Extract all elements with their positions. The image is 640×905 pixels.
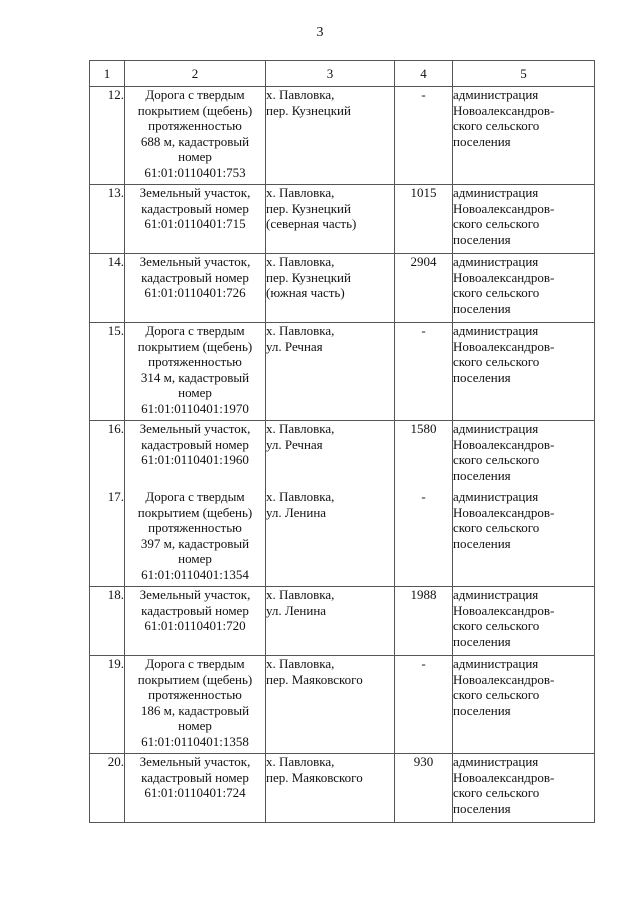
row-number-cell: 16. xyxy=(90,421,125,490)
owner-line: Новоалександров- xyxy=(453,338,555,354)
table-row xyxy=(90,489,595,587)
description-line: кадастровый номер xyxy=(141,200,249,216)
description-line: кадастровый номер xyxy=(141,769,249,785)
address-line: пер. Кузнецкий xyxy=(266,200,351,216)
owner-cell xyxy=(453,254,595,323)
address-line: х. Павловка, xyxy=(266,87,335,102)
address-line: (северная часть) xyxy=(266,216,357,231)
description-line: Дорога с твердым xyxy=(145,489,245,504)
address-line: пер. Кузнецкий xyxy=(266,269,351,285)
table-row xyxy=(90,587,595,656)
area-cell: 1988 xyxy=(395,587,453,656)
description-line: 61:01:0110401:724 xyxy=(144,785,246,800)
address-cell xyxy=(266,754,395,823)
description-line: номер xyxy=(178,718,212,733)
description-line: 61:01:0110401:715 xyxy=(144,216,246,231)
description-line: кадастровый номер xyxy=(141,269,249,285)
description-line: Дорога с твердым xyxy=(145,656,245,671)
description-line: покрытием (щебень) xyxy=(137,671,253,687)
table-row xyxy=(90,185,595,254)
row-number-cell: 13. xyxy=(90,185,125,254)
address-cell xyxy=(266,185,395,254)
description-line: протяженностью xyxy=(148,118,242,133)
area-cell: - xyxy=(395,656,453,754)
owner-line: ского сельского xyxy=(453,687,540,702)
description-line: Земельный участок, xyxy=(139,421,251,436)
row-number-cell: 18. xyxy=(90,587,125,656)
owner-line: администрация xyxy=(453,87,539,102)
owner-line: администрация xyxy=(453,587,539,602)
owner-cell xyxy=(453,656,595,754)
address-line: пер. Маяковского xyxy=(266,671,363,687)
column-header: 1 xyxy=(90,61,125,87)
owner-line: администрация xyxy=(453,754,539,769)
description-line: 61:01:0110401:726 xyxy=(144,285,246,300)
description-line: 61:01:0110401:720 xyxy=(144,618,246,633)
table-header-row xyxy=(90,61,595,87)
owner-line: Новоалександров- xyxy=(453,769,555,785)
description-line: 61:01:0110401:1960 xyxy=(141,452,249,467)
owner-cell xyxy=(453,754,595,823)
owner-line: ского сельского xyxy=(453,785,540,800)
area-cell: 1015 xyxy=(395,185,453,254)
description-line: 61:01:0110401:1970 xyxy=(141,400,249,416)
column-header: 4 xyxy=(395,61,453,87)
area-cell: 1580 xyxy=(395,421,453,490)
owner-cell xyxy=(453,489,595,587)
description-cell xyxy=(125,656,266,754)
address-line: х. Павловка, xyxy=(266,323,335,338)
owner-line: Новоалександров- xyxy=(453,602,555,618)
address-cell xyxy=(266,323,395,421)
area-cell: - xyxy=(395,323,453,421)
owner-line: ского сельского xyxy=(453,618,540,633)
owner-line: ского сельского xyxy=(453,285,540,300)
owner-cell xyxy=(453,323,595,421)
table-row xyxy=(90,323,595,421)
owner-line: администрация xyxy=(453,656,539,671)
owner-line: администрация xyxy=(453,254,539,269)
address-line: х. Павловка, xyxy=(266,656,335,671)
owner-line: поселения xyxy=(453,800,511,816)
description-cell xyxy=(125,87,266,185)
owner-line: ского сельского xyxy=(453,452,540,467)
table-row xyxy=(90,754,595,823)
description-cell xyxy=(125,754,266,823)
row-number-cell: 19. xyxy=(90,656,125,754)
description-line: 61:01:0110401:1358 xyxy=(141,733,249,749)
owner-line: Новоалександров- xyxy=(453,102,555,118)
owner-cell xyxy=(453,587,595,656)
owner-line: Новоалександров- xyxy=(453,671,555,687)
column-header: 2 xyxy=(125,61,266,87)
address-cell xyxy=(266,254,395,323)
page-number: 3 xyxy=(316,25,324,40)
row-number-cell: 17. xyxy=(90,489,125,587)
description-cell xyxy=(125,185,266,254)
description-line: номер xyxy=(178,385,212,400)
owner-line: Новоалександров- xyxy=(453,504,555,520)
address-line: х. Павловка, xyxy=(266,421,335,436)
description-line: Дорога с твердым xyxy=(145,323,245,338)
description-line: 186 м, кадастровый xyxy=(140,702,250,718)
address-line: ул. Ленина xyxy=(266,504,327,520)
area-cell: 2904 xyxy=(395,254,453,323)
owner-line: ского сельского xyxy=(453,520,540,535)
owner-line: поселения xyxy=(453,231,511,247)
area-cell: - xyxy=(395,489,453,587)
row-number-cell: 14. xyxy=(90,254,125,323)
description-line: Земельный участок, xyxy=(139,587,251,602)
row-number-cell: 15. xyxy=(90,323,125,421)
description-line: 397 м, кадастровый xyxy=(140,535,250,551)
owner-line: ского сельского xyxy=(453,216,540,231)
address-line: ул. Ленина xyxy=(266,602,327,618)
address-line: пер. Маяковского xyxy=(266,769,363,785)
owner-cell xyxy=(453,185,595,254)
description-line: покрытием (щебень) xyxy=(137,338,253,354)
row-number-cell: 20. xyxy=(90,754,125,823)
owner-line: администрация xyxy=(453,323,539,338)
description-cell xyxy=(125,489,266,587)
table-row xyxy=(90,421,595,490)
description-line: 61:01:0110401:753 xyxy=(144,164,246,180)
description-line: протяженностью xyxy=(148,354,242,369)
owner-line: поселения xyxy=(453,133,511,149)
table-row xyxy=(90,254,595,323)
address-line: (южная часть) xyxy=(266,285,345,300)
owner-line: поселения xyxy=(453,369,511,385)
row-number-cell: 12. xyxy=(90,87,125,185)
address-cell xyxy=(266,489,395,587)
address-cell xyxy=(266,87,395,185)
column-header: 3 xyxy=(266,61,395,87)
address-line: ул. Речная xyxy=(266,338,323,354)
owner-cell xyxy=(453,421,595,490)
description-line: кадастровый номер xyxy=(141,602,249,618)
address-cell xyxy=(266,421,395,490)
owner-line: администрация xyxy=(453,489,539,504)
description-line: 314 м, кадастровый xyxy=(140,369,250,385)
owner-line: администрация xyxy=(453,421,539,436)
description-line: Земельный участок, xyxy=(139,254,251,269)
property-register-table xyxy=(89,60,595,823)
area-cell: - xyxy=(395,87,453,185)
address-line: х. Павловка, xyxy=(266,254,335,269)
table-row xyxy=(90,656,595,754)
address-cell xyxy=(266,587,395,656)
owner-line: ского сельского xyxy=(453,354,540,369)
column-header: 5 xyxy=(453,61,595,87)
description-line: Земельный участок, xyxy=(139,754,251,769)
description-line: 688 м, кадастровый xyxy=(140,133,250,149)
address-line: х. Павловка, xyxy=(266,587,335,602)
description-line: Дорога с твердым xyxy=(145,87,245,102)
owner-line: поселения xyxy=(453,300,511,316)
description-line: протяженностью xyxy=(148,687,242,702)
description-cell xyxy=(125,254,266,323)
description-line: 61:01:0110401:1354 xyxy=(141,566,249,582)
address-line: пер. Кузнецкий xyxy=(266,102,351,118)
description-line: кадастровый номер xyxy=(141,436,249,452)
address-line: ул. Речная xyxy=(266,436,323,452)
description-line: протяженностью xyxy=(148,520,242,535)
description-line: номер xyxy=(178,551,212,566)
description-line: Земельный участок, xyxy=(139,185,251,200)
description-cell xyxy=(125,323,266,421)
owner-line: Новоалександров- xyxy=(453,269,555,285)
address-line: х. Павловка, xyxy=(266,754,335,769)
owner-line: Новоалександров- xyxy=(453,200,555,216)
address-line: х. Павловка, xyxy=(266,185,335,200)
owner-cell xyxy=(453,87,595,185)
address-cell xyxy=(266,656,395,754)
owner-line: Новоалександров- xyxy=(453,436,555,452)
description-cell xyxy=(125,421,266,490)
description-line: покрытием (щебень) xyxy=(137,102,253,118)
owner-line: поселения xyxy=(453,467,511,483)
owner-line: поселения xyxy=(453,535,511,551)
table-row xyxy=(90,87,595,185)
area-cell: 930 xyxy=(395,754,453,823)
owner-line: администрация xyxy=(453,185,539,200)
owner-line: поселения xyxy=(453,633,511,649)
address-line: х. Павловка, xyxy=(266,489,335,504)
description-line: номер xyxy=(178,149,212,164)
owner-line: поселения xyxy=(453,702,511,718)
owner-line: ского сельского xyxy=(453,118,540,133)
description-cell xyxy=(125,587,266,656)
description-line: покрытием (щебень) xyxy=(137,504,253,520)
